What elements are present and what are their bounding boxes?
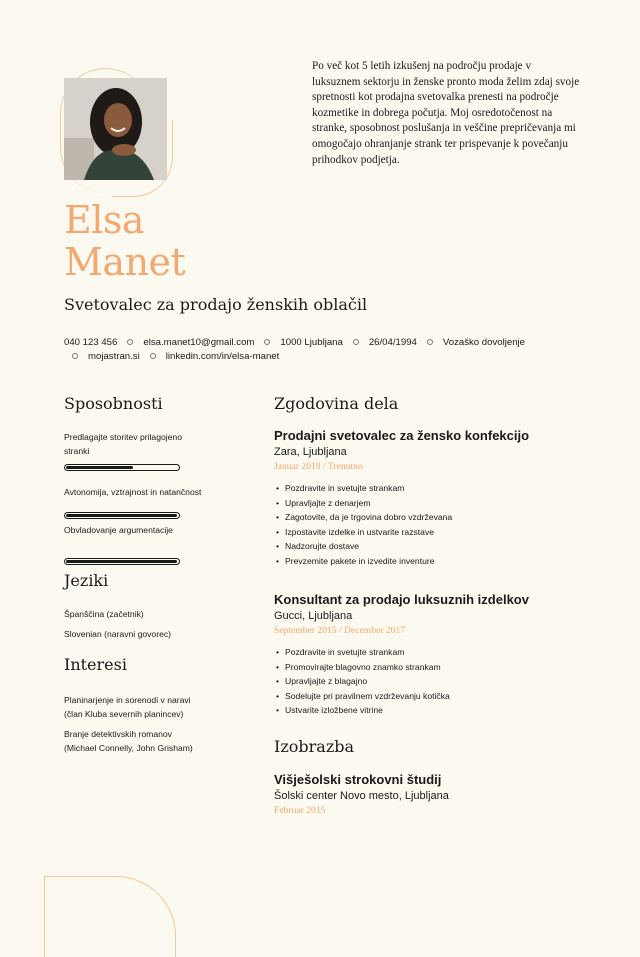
skill-item-label: Obvladovanje argumentacije: [64, 525, 173, 535]
languages-title: Jeziki: [64, 571, 109, 590]
interests-title: Interesi: [64, 655, 127, 674]
job-entry-company: Gucci, Ljubljana: [274, 610, 353, 622]
job-title: Svetovalec za prodajo ženskih oblačil: [64, 295, 368, 314]
job-entry-title: Konsultant za prodajo luksuznih izdelkov: [274, 592, 529, 607]
person-photo-icon: [64, 78, 167, 180]
skill-level-fill: [66, 514, 177, 517]
job-task: • Izpostavite izdelke in ustvarite razstave: [274, 525, 594, 540]
skill-level-fill: [66, 466, 133, 469]
job-task: • Nadzorujte dostave: [274, 539, 594, 554]
separator-icon: [427, 339, 433, 345]
separator-icon: [127, 339, 133, 345]
skill-item-label: Predlagajte storitev prilagojeno stranki: [64, 432, 182, 456]
job-task: • Sodelujte pri pravilnem vzdrževanju kotička: [274, 689, 594, 704]
skill-item-label: Avtonomija, vztrajnost in natančnost: [64, 487, 202, 497]
language-item: Slovenian (naravni govorec): [64, 629, 172, 639]
separator-icon: [264, 339, 270, 345]
address: 1000 Ljubljana: [280, 337, 343, 348]
interest-line: Branje detektivskih romanov: [64, 729, 172, 739]
interest-line: (Michael Connelly, John Grisham): [64, 743, 193, 753]
education-entry: [274, 772, 594, 816]
separator-icon: [72, 353, 78, 359]
skill-level-fill: [66, 560, 177, 563]
job-entry: [274, 592, 594, 718]
education-entry-title: Višješolski strokovni študij: [274, 772, 442, 787]
job-task: • Pozdravite in svetujte strankam: [274, 645, 594, 660]
interest-item: [64, 727, 193, 755]
website-link[interactable]: mojastran.si: [88, 351, 140, 362]
contact-info: [64, 336, 584, 364]
language-item: Španščina (začetnik): [64, 609, 144, 619]
profile-photo: [64, 78, 167, 180]
job-task-list: [274, 481, 594, 569]
job-task: • Upravljajte z blagajno: [274, 674, 594, 689]
email-link[interactable]: elsa.manet10@gmail.com: [143, 337, 255, 348]
job-task: • Upravljajte z denarjem: [274, 496, 594, 511]
job-entry: [274, 428, 594, 569]
job-task-list: [274, 645, 594, 718]
decorative-arc-bottom: [44, 876, 176, 957]
driving-license: Vozaško dovoljenje: [442, 337, 525, 348]
job-task: • Ustvarite izložbene vitrine: [274, 703, 594, 718]
separator-icon: [150, 353, 156, 359]
interest-line: Planinarjenje in sorenodi v naravi: [64, 695, 191, 705]
education-entry-dates: Februar 2015: [274, 805, 326, 816]
birth-date: 26/04/1994: [368, 337, 417, 348]
skill-level-bar: [64, 558, 180, 565]
skills-title: Sposobnosti: [64, 394, 163, 413]
interest-line: (član Kluba severnih planincev): [64, 709, 184, 719]
profile-summary: Po več kot 5 letih izkušenj na področju prodaje v luksuznem sektorju in ženske pronto moda želim zdaj svoje spretnosti kot prodajna svetovalka prenesti na področje kozmetike in dobrega počutja. Moj osredotočenost na stranke, sposobnost poslušanja in veščine prepričevanja mi omogočajo ohranjanje strank ter prispevanje k povečanju prihodkov podjetja.: [312, 60, 580, 166]
job-task: • Promovirajte blagovno znamko strankam: [274, 660, 594, 675]
skill-level-bar: [64, 464, 180, 471]
education-title: Izobrazba: [274, 737, 355, 756]
interest-item: [64, 693, 191, 721]
skill-level-bar: [64, 512, 180, 519]
education-entry-school: Šolski center Novo mesto, Ljubljana: [274, 790, 449, 802]
job-task: • Zagotovite, da je trgovina dobro vzdrževana: [274, 510, 594, 525]
linkedin-link[interactable]: linkedin.com/in/elsa-manet: [165, 351, 280, 362]
phone: 040 123 456: [64, 337, 118, 348]
job-task: • Prevzemite pakete in izvedite inventure: [274, 554, 594, 569]
work-history-title: Zgodovina dela: [274, 394, 399, 413]
job-entry-title: Prodajni svetovalec za žensko konfekcijo: [274, 428, 530, 443]
job-entry-dates: Januar 2018 / Trenutno: [274, 461, 363, 472]
separator-icon: [353, 339, 359, 345]
job-task: • Pozdravite in svetujte strankam: [274, 481, 594, 496]
job-entry-dates: September 2015 / December 2017: [274, 625, 406, 636]
last-name: Manet: [64, 240, 186, 284]
first-name: Elsa: [64, 198, 145, 242]
job-entry-company: Zara, Ljubljana: [274, 446, 347, 458]
